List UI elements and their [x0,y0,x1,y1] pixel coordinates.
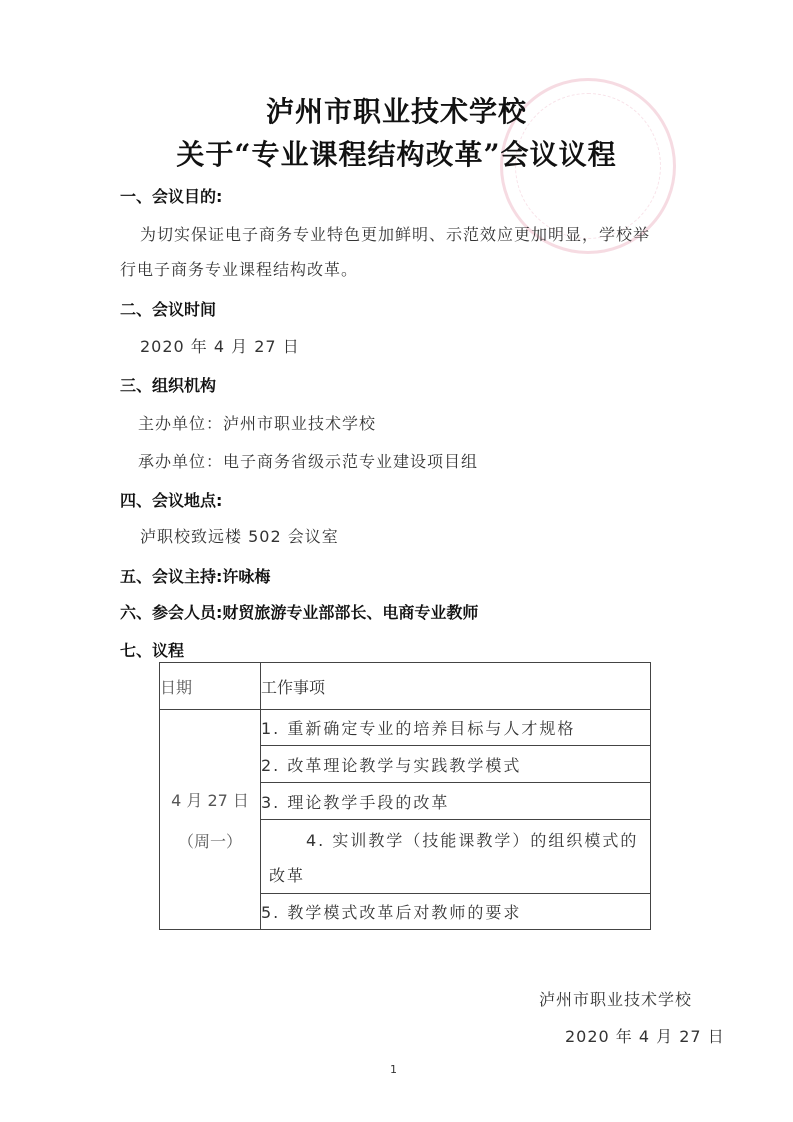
purpose-text-line2: 行电子商务专业课程结构改革。 [120,260,359,279]
section-heading-organization: 三、组织机构 [120,376,217,395]
agenda-item-4: 4. 实训教学（技能课教学）的组织模式的 [306,830,639,850]
signature-org: 泸州市职业技术学校 [539,990,693,1009]
section-heading-purpose: 一、会议目的: [120,187,223,206]
agenda-table [159,662,651,930]
host-unit-text: 主办单位：泸州市职业技术学校 [138,414,377,433]
agenda-row [160,710,651,746]
document-title-line1: 泸州市职业技术学校 [265,95,527,128]
section-heading-chair: 五、会议主持:许咏梅 [120,567,271,586]
agenda-item-4-cell [261,820,651,894]
meeting-date-text: 2020 年 4 月 27 日 [140,337,300,356]
agenda-date-text: 4 月 27 日 [171,790,249,810]
agenda-date-cell [160,710,261,930]
agenda-item-1: 1. 重新确定专业的培养目标与人才规格 [261,710,651,746]
agenda-item-3: 3. 理论教学手段的改革 [261,783,651,820]
agenda-header-item: 工作事项 [261,663,651,710]
document-title-line2: 关于“专业课程结构改革”会议议程 [176,138,617,171]
agenda-weekday-text: （周一） [177,831,242,851]
agenda-item-2: 2. 改革理论教学与实践教学模式 [261,746,651,783]
agenda-header-date: 日期 [160,663,261,710]
purpose-text-line1: 为切实保证电子商务专业特色更加鲜明、示范效应更加明显，学校举 [140,225,651,244]
page-number: 1 [390,1063,397,1076]
location-text: 泸职校致远楼 502 会议室 [140,527,339,546]
organizer-unit-text: 承办单位：电子商务省级示范专业建设项目组 [138,452,479,471]
signature-date: 2020 年 4 月 27 日 [565,1027,725,1046]
agenda-item-5: 5. 教学模式改革后对教师的要求 [261,894,651,930]
agenda-item-4-continuation: 改革 [269,865,306,885]
section-heading-agenda: 七、议程 [120,641,185,660]
agenda-header-row [160,663,651,710]
section-heading-time: 二、会议时间 [120,300,217,319]
section-heading-location: 四、会议地点: [120,491,223,510]
section-heading-attendees: 六、参会人员:财贸旅游专业部部长、电商专业教师 [120,603,479,622]
